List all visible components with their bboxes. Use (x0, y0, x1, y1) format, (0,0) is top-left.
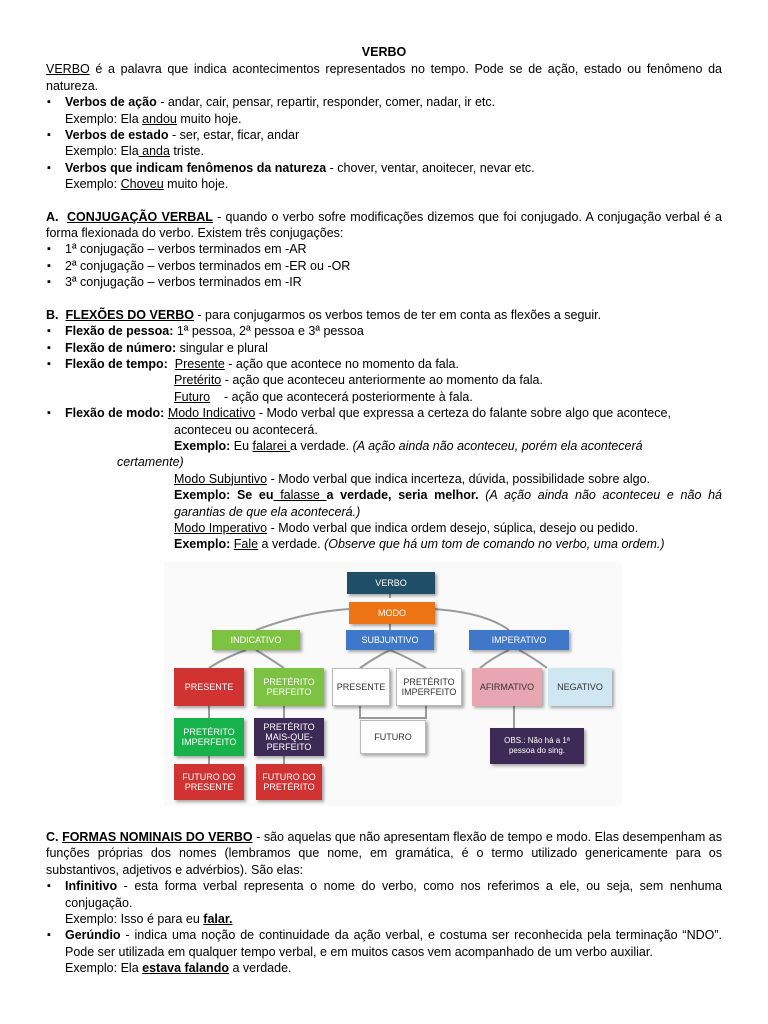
diagram-node-preterito-mais: PRETÉRITO MAIS-QUE-PERFEITO (254, 718, 324, 756)
list-item: ▪ Flexão de pessoa: 1ª pessoa, 2ª pessoa e 3ª pessoa (46, 323, 722, 339)
formas-nominais-list-2 (46, 927, 722, 960)
diagram-node-sub-preterito-imperfeito: PRETÉRITO IMPERFEITO (396, 668, 462, 706)
list-item: ▪ Flexão de número: singular e plural (46, 340, 722, 356)
verb-types-list-3 (46, 160, 722, 176)
section-letter: A. (46, 209, 59, 224)
indicativo-cont: aconteceu ou acontecerá. (174, 422, 318, 437)
intro-paragraph (46, 61, 722, 94)
diagram-node-imperativo: IMPERATIVO (469, 630, 569, 650)
list-item: ▪ 2ª conjugação – verbos terminados em -ER ou -OR (46, 258, 722, 274)
list-item: ▪ Flexão de modo: Modo Indicativo - Modo verbal que expressa a certeza do falante sobre algo que acontece, (46, 405, 722, 421)
item-label: Verbos de ação (65, 95, 157, 110)
item-text: - ser, estar, ficar, andar (168, 128, 300, 143)
section-text: - são aquelas que não apresentam flexão de tempo e modo. Elas desempenham as funções próprias dos nomes (lembramos que nome, em gramática, é o termo utilizado genericamente para os substantivos, adjetivos e advérbios). São elas: (46, 830, 722, 877)
list-item: ▪ Infinitivo - esta forma verbal representa o nome do verbo, como nos referimos a ele, ou seja, sem nenhuma conjugação. (46, 878, 722, 911)
formas-nominais-list (46, 878, 722, 911)
diagram-node-negativo: NEGATIVO (548, 668, 612, 706)
diagram-node-obs: OBS.: Não há a 1ª pessoa do sing. (490, 728, 584, 764)
example-line: Exemplo: Ela anda triste. (65, 144, 204, 159)
verb-types-list-2 (46, 127, 722, 143)
example-indicativo-cont: certamente) (117, 455, 184, 470)
section-letter: C. (46, 830, 59, 844)
page-title: VERBO (361, 45, 407, 59)
diagram-node-preterito-perfeito: PRETÉRITO PERFEITO (254, 668, 324, 706)
item-text: - chover, ventar, anoitecer, nevar etc. (326, 160, 535, 175)
diagram-node-verbo: VERBO (347, 572, 435, 594)
section-heading: FORMAS NOMINAIS DO VERBO (62, 830, 253, 844)
section-a-paragraph (46, 209, 722, 242)
document (46, 44, 722, 553)
example-line: Exemplo: Ela andou muito hoje. (65, 111, 242, 126)
section-b-paragraph (46, 307, 722, 323)
diagram-node-sub-presente: PRESENTE (332, 668, 390, 706)
subjuntivo-line: Modo Subjuntivo - Modo verbal que indica incerteza, dúvida, possibilidade sobre algo. (174, 471, 650, 486)
diagram-node-preterito-imperfeito: PRETÉRITO IMPERFEITO (174, 718, 244, 756)
list-item: ▪ Flexão de tempo: Presente - ação que acontece no momento da fala. (46, 356, 722, 372)
diagram-node-futuro-preterito: FUTURO DO PRETÉRITO (256, 764, 322, 800)
intro-text: é a palavra que indica acontecimentos representados no tempo. Pode se de ação, estado ou fenômeno da natureza. (46, 62, 722, 93)
verb-mode-diagram (164, 562, 622, 806)
list-item: ▪ 3ª conjugação – verbos terminados em -IR (46, 274, 722, 290)
diagram-node-sub-futuro: FUTURO (360, 720, 426, 754)
flexoes-list-2 (46, 405, 722, 421)
example-line: Exemplo: Choveu muito hoje. (65, 177, 229, 192)
tempo-futuro: Futuro - ação que acontecerá posteriormente à fala. (174, 389, 473, 404)
diagram-node-modo: MODO (349, 602, 435, 624)
imperativo-line: Modo Imperativo - Modo verbal que indica ordem desejo, súplica, desejo ou pedido. (174, 520, 639, 535)
tempo-preterito: Pretérito - ação que aconteceu anteriormente ao momento da fala. (174, 373, 543, 388)
verb-types-list (46, 94, 722, 110)
example-line: Exemplo: Isso é para eu falar. (65, 912, 233, 927)
section-heading: CONJUGAÇÃO VERBAL (66, 209, 213, 224)
example-imperativo: Exemplo: Fale a verdade. (Observe que há um tom de comando no verbo, uma ordem.) (174, 537, 665, 552)
list-item (46, 160, 722, 176)
item-label: Verbos que indicam fenômenos da natureza (65, 160, 327, 175)
section-c-paragraph (46, 829, 722, 878)
flexoes-list (46, 323, 722, 372)
list-item: ▪ Gerúndio - indica uma noção de continuidade da ação verbal, e costuma ser reconhecida pela terminação “NDO”. Pode ser utilizada em qualquer tempo verbal, e em muitos casos vem acompanhado de um verbo auxiliar. (46, 927, 722, 960)
example-subjuntivo: Exemplo: Se eu falasse a verdade, seria melhor. (A ação ainda não aconteceu e não há garantias de que ela acontecerá.) (174, 488, 722, 519)
list-item (46, 127, 722, 143)
conjugation-list (46, 241, 722, 290)
diagram-node-afirmativo: AFIRMATIVO (472, 668, 542, 706)
item-label: Verbos de estado (65, 128, 169, 143)
example-line: Exemplo: Ela estava falando a verdade. (65, 961, 292, 976)
example-indicativo: Exemplo: Eu falarei a verdade. (A ação ainda não aconteceu, porém ela acontecerá (174, 438, 643, 453)
section-text: - quando o verbo sofre modificações dizemos que foi conjugado. A conjugação verbal é a forma flexionada do verbo. Existem três conjugações: (46, 209, 722, 241)
section-c (46, 829, 722, 977)
list-item (46, 94, 722, 110)
item-text: - andar, cair, pensar, repartir, responder, comer, nadar, ir etc. (156, 95, 496, 110)
diagram-node-futuro-presente: FUTURO DO PRESENTE (174, 764, 244, 800)
diagram-node-presente: PRESENTE (174, 668, 244, 706)
list-item: ▪ 1ª conjugação – verbos terminados em -AR (46, 241, 722, 257)
intro-term: VERBO (46, 62, 90, 77)
section-heading: FLEXÕES DO VERBO (65, 307, 194, 322)
diagram-node-indicativo: INDICATIVO (212, 630, 300, 650)
section-text: - para conjugarmos os verbos temos de ter em conta as flexões a seguir. (193, 307, 602, 322)
section-letter: B. (46, 307, 59, 322)
diagram-node-subjuntivo: SUBJUNTIVO (346, 630, 434, 650)
